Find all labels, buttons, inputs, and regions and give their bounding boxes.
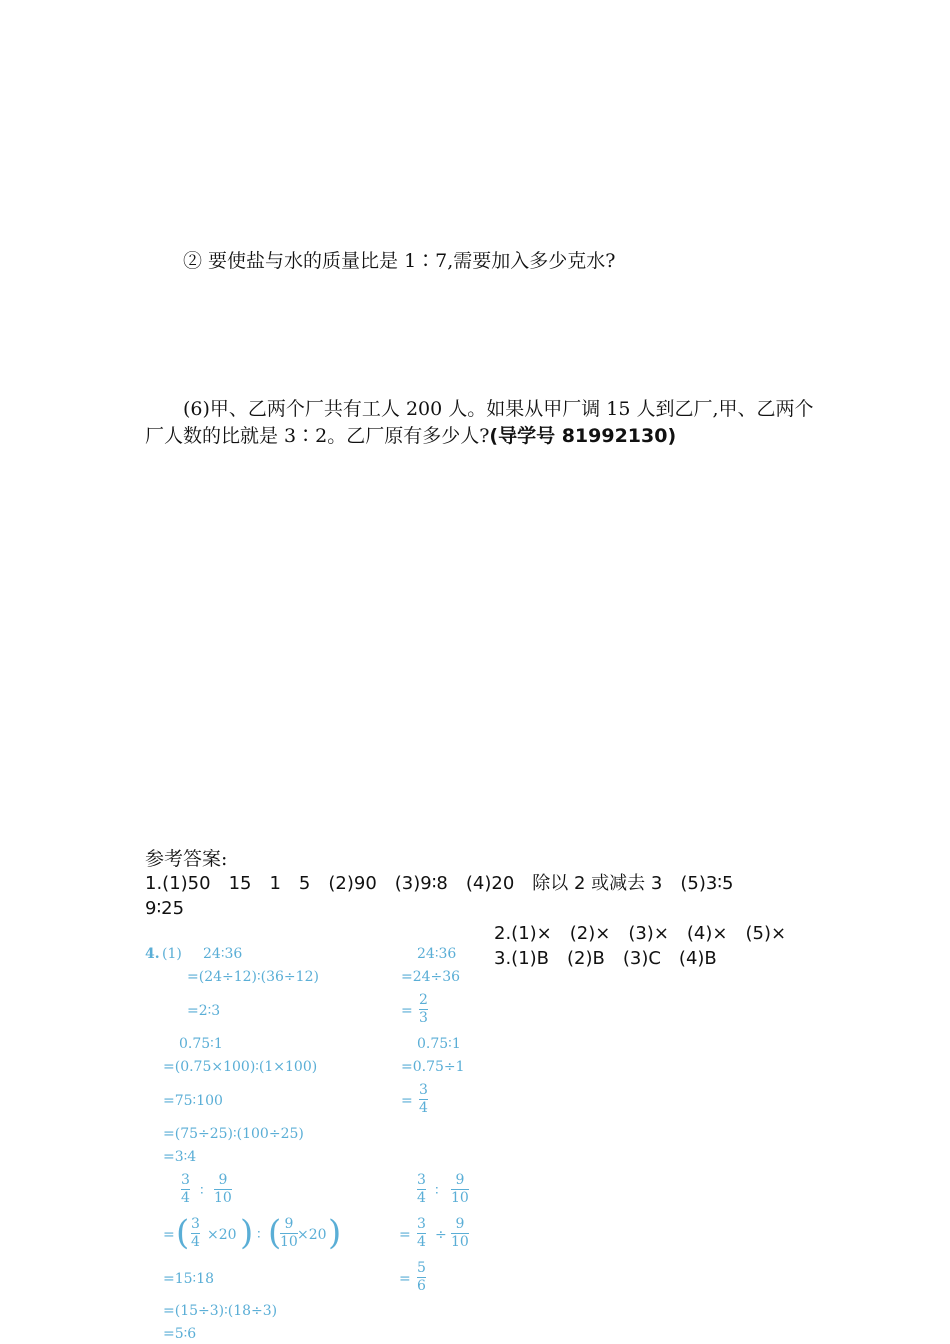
answer-3: 3.(1)B (2)B (3)C (4)B bbox=[494, 948, 717, 969]
right-fraction-5-6: 5 6 bbox=[417, 1260, 426, 1294]
right-div-fraction-b: 9 10 bbox=[451, 1216, 469, 1250]
right-step-9-equals: = bbox=[399, 1271, 411, 1287]
left-step-7: =(75÷25)∶(100÷25) bbox=[163, 1126, 304, 1142]
right-fraction-colon: ∶ bbox=[435, 1183, 439, 1199]
right-step-1: 24∶36 bbox=[417, 946, 457, 962]
right-step-5: =0.75÷1 bbox=[401, 1059, 465, 1075]
paren-fraction-9-10: 9 10 bbox=[280, 1216, 298, 1250]
question-2-text: ② 要使盐与水的质量比是 1∶7,需要加入多少克水? bbox=[183, 250, 616, 272]
answer-4-label: 4. bbox=[145, 946, 160, 962]
paren-multiply-2: ×20 bbox=[297, 1227, 327, 1243]
answer-4-sub-label: (1) bbox=[162, 946, 182, 962]
right-fraction-3-4: 3 4 bbox=[419, 1082, 428, 1116]
answer-1-line1: 1.(1)50 15 1 5 (2)90 (3)9∶8 (4)20 除以 2 或减去 3 (5)3∶5 bbox=[145, 873, 734, 894]
left-step-3: =2∶3 bbox=[187, 1003, 221, 1019]
paren-colon: ∶ bbox=[257, 1227, 261, 1243]
left-step-4: 0.75∶1 bbox=[179, 1036, 223, 1052]
right-step-4: 0.75∶1 bbox=[417, 1036, 461, 1052]
right-step-6-equals: = bbox=[401, 1093, 413, 1109]
left-fraction-9-10: 9 10 bbox=[214, 1172, 232, 1206]
left-paren-open-2: ( bbox=[268, 1213, 282, 1253]
question-6-line1: (6)甲、乙两个厂共有工人 200 人。如果从甲厂调 15 人到乙厂,甲、乙两个 bbox=[183, 398, 814, 420]
left-step-11: =5∶6 bbox=[163, 1326, 197, 1342]
right-fraction-2-3: 2 3 bbox=[419, 992, 428, 1026]
guide-number: (导学号 81992130) bbox=[489, 425, 677, 447]
right-step-3-equals: = bbox=[401, 1003, 413, 1019]
left-step-2: =(24÷12)∶(36÷12) bbox=[187, 969, 319, 985]
right-divide-sign: ÷ bbox=[435, 1227, 447, 1243]
left-step-6: =75∶100 bbox=[163, 1093, 223, 1109]
right-fraction-b: 9 10 bbox=[451, 1172, 469, 1206]
answer-1-line2: 9∶25 bbox=[145, 898, 185, 919]
left-paren-close-2: ) bbox=[328, 1213, 342, 1253]
left-step-10: =(15÷3)∶(18÷3) bbox=[163, 1303, 278, 1319]
right-step-2: =24÷36 bbox=[401, 969, 461, 985]
left-fraction-3-4: 3 4 bbox=[181, 1172, 190, 1206]
answers-heading: 参考答案: bbox=[145, 848, 228, 870]
paren-fraction-3-4: 3 4 bbox=[191, 1216, 200, 1250]
left-equals: = bbox=[163, 1227, 175, 1243]
right-fraction-a: 3 4 bbox=[417, 1172, 426, 1206]
left-step-1: 24∶36 bbox=[203, 946, 243, 962]
paren-multiply-1: ×20 bbox=[207, 1227, 237, 1243]
right-step-8-equals: = bbox=[399, 1227, 411, 1243]
left-paren-close-1: ) bbox=[240, 1213, 254, 1253]
answer-2: 2.(1)× (2)× (3)× (4)× (5)× bbox=[494, 923, 787, 944]
left-step-8: =3∶4 bbox=[163, 1149, 197, 1165]
left-fraction-colon: ∶ bbox=[200, 1183, 204, 1199]
left-step-5: =(0.75×100)∶(1×100) bbox=[163, 1059, 318, 1075]
question-6-line2 bbox=[145, 423, 676, 449]
question-6-text: 厂人数的比就是 3∶2。乙厂原有多少人? bbox=[145, 425, 490, 447]
left-step-9: =15∶18 bbox=[163, 1271, 215, 1287]
left-paren-open-1: ( bbox=[176, 1213, 190, 1253]
right-div-fraction-a: 3 4 bbox=[417, 1216, 426, 1250]
